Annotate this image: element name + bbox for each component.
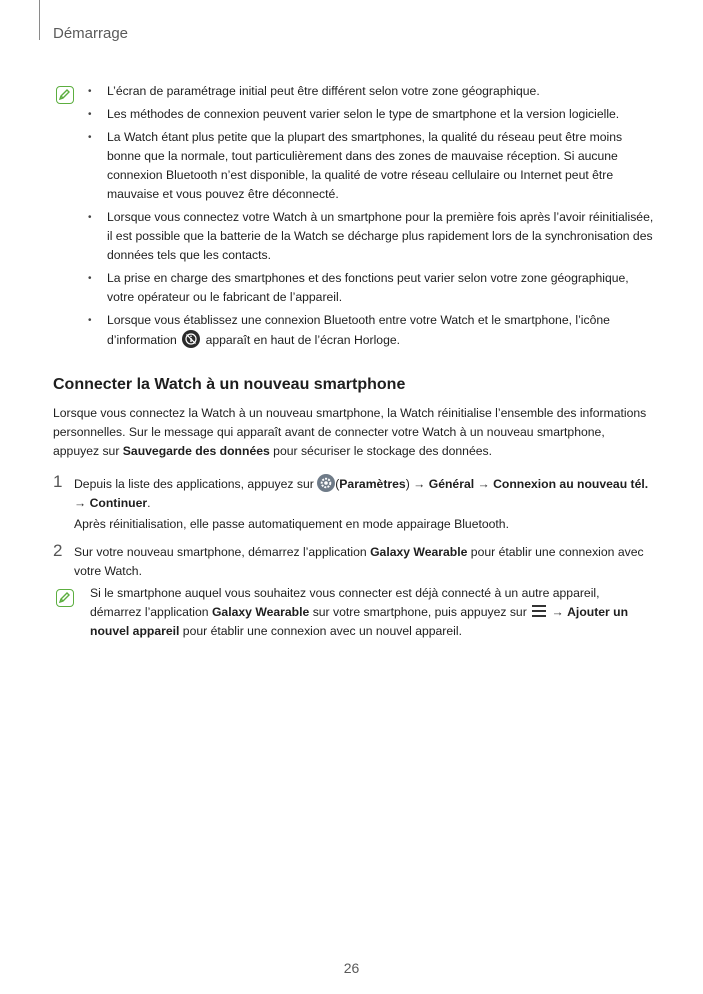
section-title: Connecter la Watch à un nouveau smartphone — [53, 376, 406, 393]
information-icon — [182, 330, 200, 348]
note-icon — [56, 589, 74, 607]
settings-gear-icon — [317, 474, 335, 492]
note-bullet: • La Watch étant plus petite que la plupart des smartphones, la qualité du réseau peut être moins bonne que la normale, tout particulièrement dans des zones de mauvaise réception. Si aucune connexion Bluetooth n’est disponible, la qualité de votre réseau cellulaire ou Internet peut être mauvaise et vous pouvez être déconnecté. — [88, 128, 658, 204]
step-number: 2 — [53, 541, 63, 560]
step-1: 1 Depuis la liste des applications, appuyez sur (Paramètres) → Général → Connexion au nouveau tél. → Continuer. — [53, 472, 649, 510]
step-number: 1 — [53, 472, 63, 491]
note-bullet-info: • Lorsque vous établissez une connexion Bluetooth entre votre Watch et le smartphone, l’icône d’information apparaît en haut de l’écran Horloge. — [88, 311, 658, 350]
note-bullet: • Lorsque vous connectez votre Watch à un smartphone pour la première fois après l’avoir réinitialisée, il est possible que la batterie de la Watch se décharge plus rapidement lors de la synchronisation des données tels que les contacts. — [88, 208, 658, 265]
note-bullet: • L’écran de paramétrage initial peut être différent selon votre zone géographique. — [88, 82, 658, 101]
section-intro: Lorsque vous connectez la Watch à un nouveau smartphone, la Watch réinitialise l’ensemble des informations personnelles. Sur le message qui apparaît avant de connecter votre Watch à un nouveau smartphone, appuyez sur Sauvegarde des données pour sécuriser le stockage des données. — [53, 406, 647, 458]
notes-list — [88, 82, 658, 354]
menu-icon — [532, 605, 546, 617]
step-2: 2 Sur votre nouveau smartphone, démarrez l’application Galaxy Wearable pour établir une connexion avec votre Watch. — [53, 541, 644, 578]
note-icon — [56, 86, 74, 104]
note-new-device: Si le smartphone auquel vous souhaitez vous connecter est déjà connecté à un autre appareil, démarrez l’application Galaxy Wearable sur votre smartphone, puis appuyez sur → Ajouter un nouvel appareil pour établir une connexion avec un nouvel appareil. — [90, 586, 629, 638]
note-bullet: • La prise en charge des smartphones et des fonctions peut varier selon votre zone géographique, votre opérateur ou le fabricant de l’appareil. — [88, 269, 658, 307]
page-header: Démarrage — [53, 25, 129, 42]
header-rule — [39, 0, 40, 40]
backup-label: Sauvegarde des données — [122, 444, 270, 458]
page-number: 26 — [343, 960, 360, 976]
note-bullet: • Les méthodes de connexion peuvent varier selon le type de smartphone et la version logicielle. — [88, 105, 658, 124]
step-1-result: Après réinitialisation, elle passe automatiquement en mode appairage Bluetooth. — [74, 517, 509, 531]
